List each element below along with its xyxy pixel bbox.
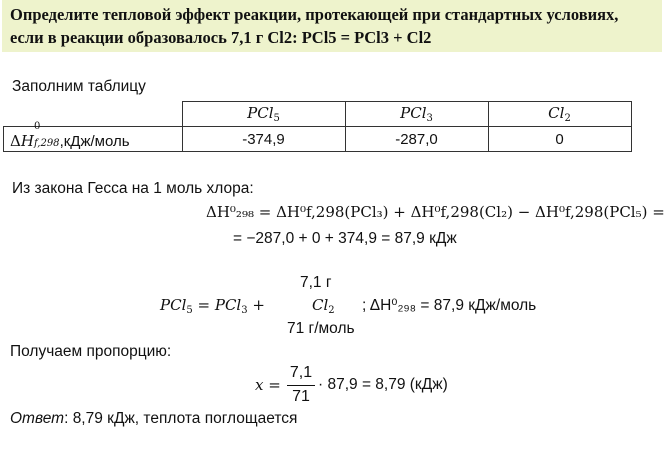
fraction-denominator: 71 <box>292 388 310 405</box>
col-pcl3: PCl$_3$ <box>345 102 488 127</box>
task-text: Определите тепловой эффект реакции, протекающей при стандартных условиях, если в реакции образовалось 7,1 г Cl2: PCl5 = PCl3 + Cl2 <box>10 5 619 47</box>
answer-label: Ответ <box>10 410 65 427</box>
hess-equation-line2: = −287,0 + 0 + 374,9 = 87,9 кДж <box>233 230 457 247</box>
x-label: x = <box>255 376 281 394</box>
proportion-intro: Получаем пропорцию: <box>10 343 172 360</box>
table-intro: Заполним таблицу <box>12 78 146 95</box>
reaction-result: ; ΔH⁰₂₉₈ = 87,9 кДж/моль <box>362 297 537 314</box>
table-header-row <box>4 102 632 127</box>
molar-mass-label: 71 г/моль <box>287 320 355 337</box>
fraction-line <box>287 385 315 386</box>
hess-equation-line1: ΔH⁰₂₉₈ = ΔH⁰f,298(PCl₃) + ΔH⁰f,298(Cl₂) − ΔH⁰f,298(PCl₅) = <box>206 203 665 221</box>
mass-label: 7,1 г <box>300 274 332 291</box>
answer-text: : 8,79 кДж, теплота поглощается <box>64 410 298 427</box>
row-label: ΔH 0 f,298,кДж/моль <box>4 127 183 152</box>
proportion-result: · 87,9 = 8,79 (кДж) <box>318 376 448 393</box>
thermo-table <box>3 101 632 152</box>
task-banner <box>2 0 662 52</box>
value-pcl5: -374,9 <box>182 127 345 152</box>
value-pcl3: -287,0 <box>345 127 488 152</box>
reaction-equation: PCl$_5$ = PCl$_3$ + <box>160 296 265 316</box>
product-cl2: $Cl_2$ <box>312 296 335 316</box>
hess-intro: Из закона Гесса на 1 моль хлора: <box>12 180 254 197</box>
table-row <box>4 127 632 152</box>
answer-line <box>10 410 297 428</box>
value-cl2: 0 <box>488 127 631 152</box>
col-pcl5: PCl$_5$ <box>182 102 345 127</box>
fraction-numerator: 7,1 <box>289 364 313 381</box>
col-cl2: $Cl_2$ <box>488 102 631 127</box>
